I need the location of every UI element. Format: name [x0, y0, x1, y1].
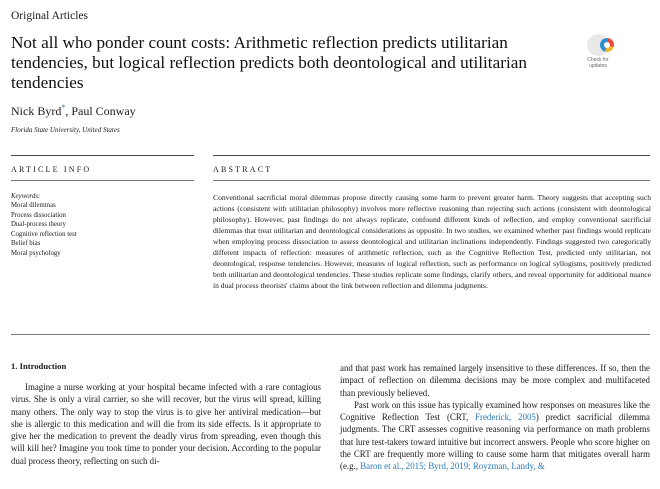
paragraph-text: ) predict sacrificial dilemma judgments. The CRT assesses cognitive reasoning via performance on math problems that lure test-takers toward intuitive but incorrect answers. People who score higher on the CRT are frequently more willing to cause some harm that mitigates overall harm (e.g.,: [340, 412, 650, 472]
badge-caption: Check for updates: [587, 57, 609, 69]
citation-link[interactable]: Baron et al., 2015; Byrd, 2019; Royzman, Landy, &: [360, 461, 545, 472]
abstract-text: Conventional sacrificial moral dilemmas propose directly causing some harm to prevent greater harm. Theory suggests that accepting such actions (consistent with utilitarian philosophy) involves more reflective reasoning than rejecting such actions (consistent with deontological philosophy). However, past findings do not always replicate, confound different kinds of reflection, and employ conventional sacrificial dilemmas that treat utilitarian and deontological considerations as opposite. In two studies, we examined whether past findings would replicate when employing process dissociation to assess deontological and utilitarian inclinations independently. Findings suggested two categorically different impacts of reflection: measures of arithmetic reflection, such as the Cognitive Reflection Test, predicted only utilitarian, not deontological, response tendencies. However, measures of logical reflection, such as performance on logical syllogisms, positively predicted both utilitarian and deontological tendencies. These studies replicate some findings, clarify others, and reveal opportunity for additional nuance in dual process theorists' claims about the link between reflection and dilemma judgments.: [213, 193, 651, 290]
keyword-item: Process dissociation: [11, 211, 66, 219]
keyword-item: Cognitive reflection test: [11, 230, 77, 238]
keyword-item: Dual-process theory: [11, 221, 66, 229]
keyword-item: Moral psychology: [11, 249, 61, 257]
body-column-right: [340, 362, 650, 473]
author-name[interactable]: , Paul Conway: [65, 104, 136, 118]
check-for-updates-badge[interactable]: [578, 34, 618, 72]
section-heading-introduction: 1. Introduction: [11, 361, 67, 371]
body-paragraph: [340, 399, 650, 473]
keyword-item: Belief bias: [11, 240, 41, 248]
author-list: [11, 103, 136, 119]
section-label: Original Articles: [11, 10, 88, 22]
author-name[interactable]: Nick Byrd: [11, 104, 62, 118]
divider: [213, 180, 650, 181]
abstract-heading: ABSTRACT: [213, 165, 273, 174]
paragraph-text: Past work on this issue has typically examined how responses on measures like the Cognitive Reflection Test (CRT,: [340, 399, 650, 423]
corresponding-author-marker[interactable]: *: [61, 103, 66, 112]
keywords-list: [11, 201, 77, 259]
divider: [11, 155, 194, 156]
divider: [213, 155, 650, 156]
crossmark-icon: [587, 34, 609, 56]
body-paragraph: Imagine a nurse working at your hospital became infected with a rare contagious virus. She is only a viral carrier, so she will recover, but the virus will spread, killing many others. The only way to stop the virus is to give her antiviral medication—but she is allergic to this medication and will die from its side effects. Is it appropriate to give her the medication to prevent the deadly virus from spreading, even though this will kill her? Imagine you took time to ponder your decision. According to the popular dual process theory, reflecting on such di-: [11, 382, 321, 466]
affiliation: Florida State University, United States: [11, 126, 120, 134]
article-info-heading: ARTICLE INFO: [11, 165, 92, 174]
divider: [11, 180, 194, 181]
article-title: Not all who ponder count costs: Arithmetic reflection predicts utilitarian tendencies, but logical reflection predicts both deontological and utilitarian tendencies: [11, 33, 527, 92]
citation-link[interactable]: Frederick, 2005: [475, 412, 536, 423]
keyword-item: Moral dilemmas: [11, 202, 56, 209]
body-paragraph: and that past work has remained largely insensitive to these differences. If so, then the impact of reflection on dilemma decisions may be more complex and multifaceted than previously believed.: [340, 363, 650, 398]
divider: [11, 334, 650, 335]
keywords-label: Keywords:: [11, 193, 41, 200]
